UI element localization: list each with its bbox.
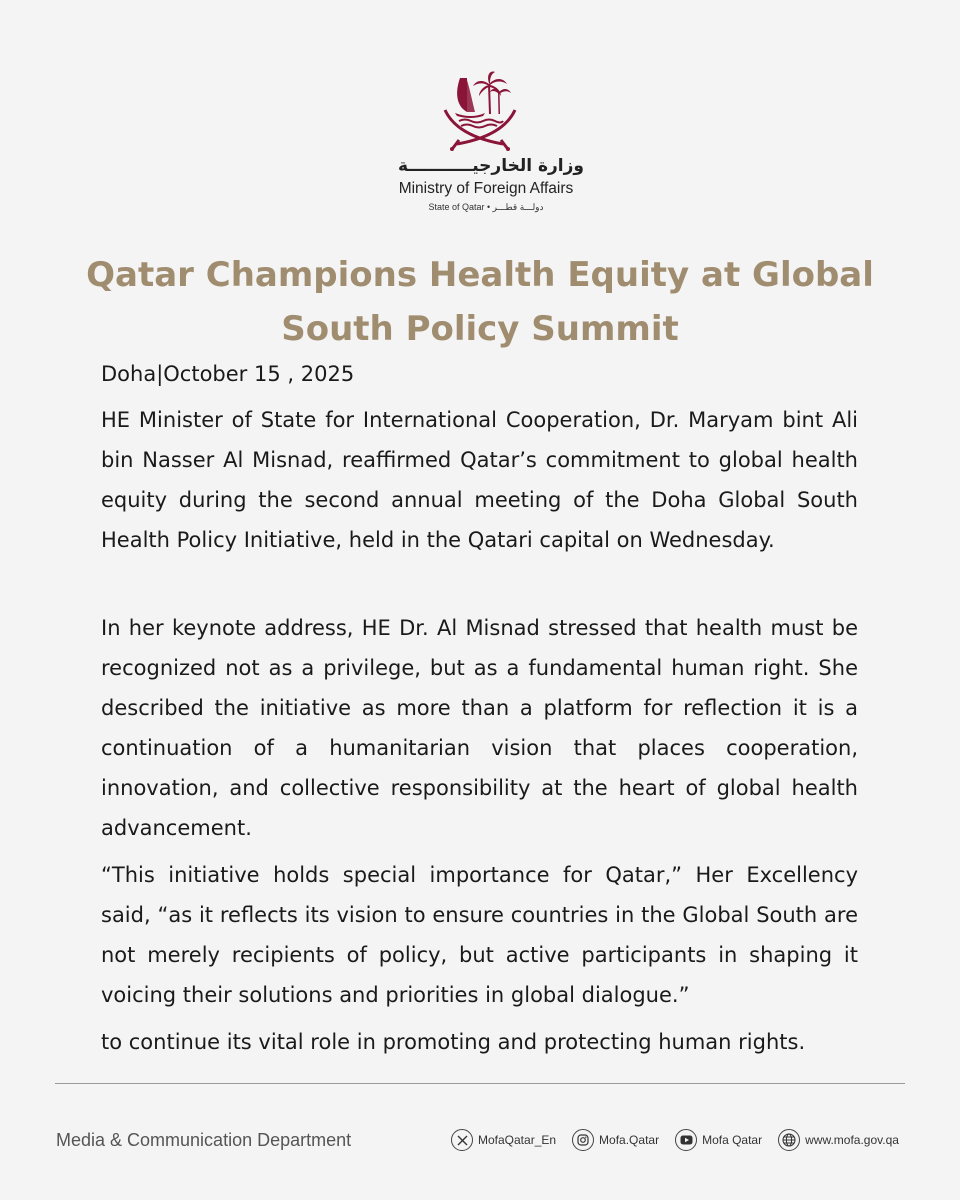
qatar-emblem-icon (441, 70, 519, 152)
body-paragraph-3: “This initiative holds special importance for Qatar,” Her Excellency said, “as it reflects its vision to ensure countries in the Global South are not merely recipients of policy, but active participants in shaping it voicing their solutions and priorities in global dialogue.” (101, 863, 858, 1007)
globe-icon (778, 1129, 800, 1151)
state-of-qatar-line: State of Qatar • دولـــة قطـــر (428, 202, 544, 212)
department-name: Media & Communication Department (56, 1130, 352, 1150)
body-paragraph-4: to continue its vital role in promoting and protecting human rights. (101, 1030, 806, 1054)
x-icon (451, 1129, 473, 1151)
social-website[interactable] (778, 1129, 899, 1151)
dateline: Doha|October 15 , 2025 (101, 362, 355, 386)
social-instagram[interactable] (572, 1129, 659, 1151)
social-links (451, 1126, 899, 1154)
ministry-arabic-name: وزارة الخارجيـــــــــــة (398, 156, 584, 176)
ministry-english-name: Ministry of Foreign Affairs (398, 180, 574, 197)
article-title: Qatar Champions Health Equity at Global South Policy Summit (86, 255, 874, 349)
social-label: www.mofa.gov.qa (805, 1133, 899, 1147)
youtube-icon (675, 1129, 697, 1151)
footer-divider (55, 1083, 905, 1084)
social-youtube[interactable] (675, 1129, 762, 1151)
social-x[interactable] (451, 1129, 556, 1151)
social-label: Mofa Qatar (702, 1133, 763, 1147)
instagram-icon (572, 1129, 594, 1151)
qatar-emblem-logo (441, 70, 519, 152)
body-paragraph-1: HE Minister of State for International Cooperation, Dr. Maryam bint Ali bin Nasser Al Misnad, reaffirmed Qatar’s commitment to global health equity during the second annual meeting of the Doha Global South Health Policy Initiative, held in the Qatari capital on Wednesday. (101, 408, 858, 552)
social-label: MofaQatar_En (478, 1133, 557, 1147)
social-label: Mofa.Qatar (599, 1133, 660, 1147)
body-paragraph-2: In her keynote address, HE Dr. Al Misnad stressed that health must be recognized not as a privilege, but as a fundamental human right. She described the initiative as more than a platform for reflection it is a continuation of a humanitarian vision that places cooperation, innovation, and collective responsibility at the heart of global health advancement. (101, 616, 858, 840)
